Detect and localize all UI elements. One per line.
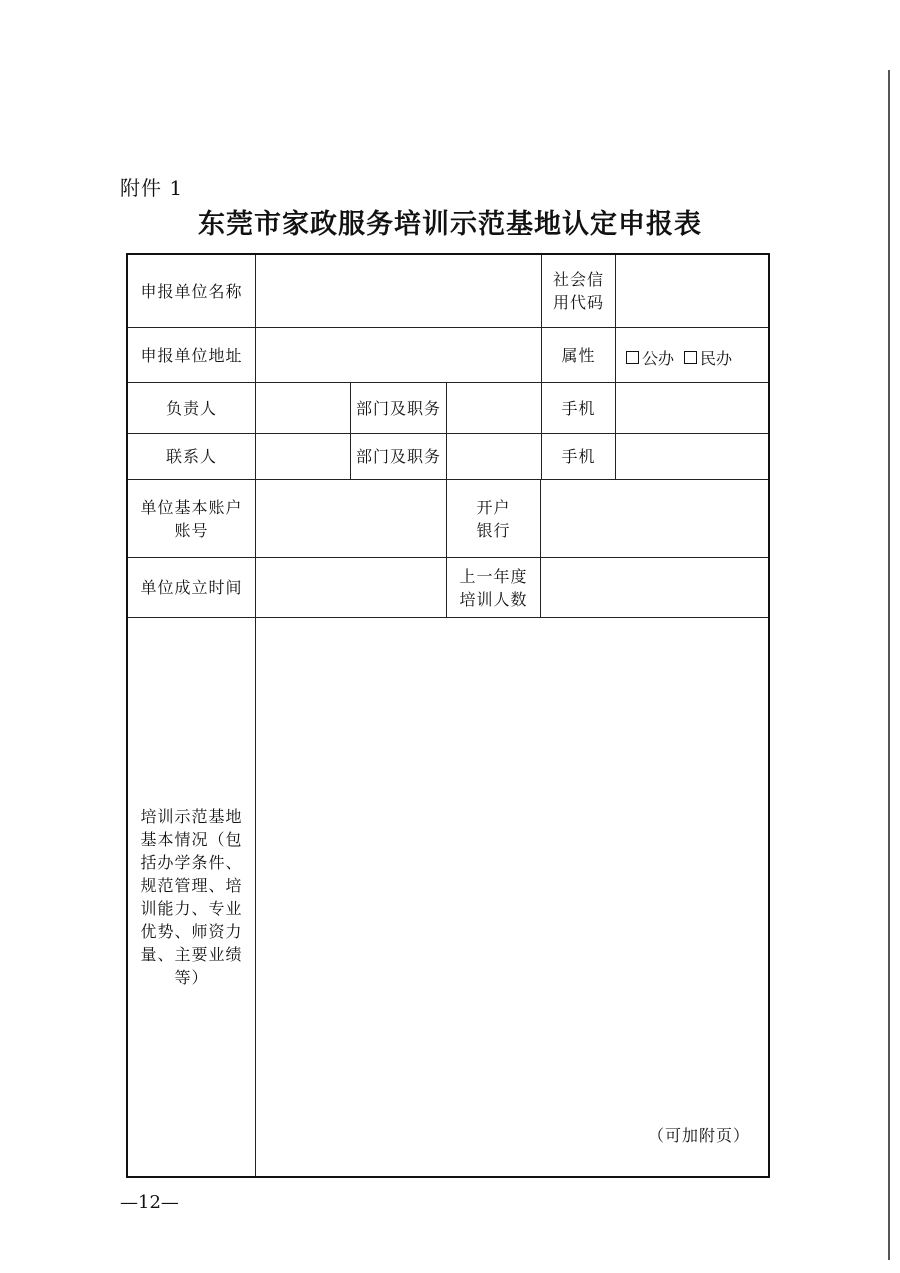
bank-field[interactable]	[541, 480, 768, 557]
attach-pages-note: （可加附页）	[648, 1126, 751, 1145]
principal-mobile-label: 手机	[561, 398, 596, 418]
unit-address-field[interactable]	[256, 328, 541, 382]
principal-mobile-field[interactable]	[616, 383, 768, 433]
application-form-table	[126, 253, 770, 1178]
bank-label: 开户 银行	[476, 497, 511, 540]
base-info-label: 培训示范基地 基本情况（包 括办学条件、 规范管理、培 训能力、专业 优势、师资力 量、主要业绩 等）	[140, 807, 243, 987]
founding-date-label: 单位成立时间	[140, 578, 243, 597]
public-checkbox[interactable]	[626, 351, 639, 364]
attachment-label: 附件 1	[120, 176, 184, 200]
attribute-options	[626, 346, 732, 369]
principal-dept-label: 部门及职务	[355, 398, 441, 418]
founding-date-field[interactable]	[256, 558, 446, 617]
contact-dept-label: 部门及职务	[355, 447, 441, 466]
unit-name-label: 申报单位名称	[140, 281, 243, 301]
private-checkbox[interactable]	[684, 351, 697, 364]
principal-dept-field[interactable]	[447, 383, 541, 433]
contact-label: 联系人	[165, 447, 217, 466]
trainees-field[interactable]	[541, 558, 768, 617]
unit-address-label: 申报单位地址	[140, 345, 243, 365]
page-number: —12—	[120, 1192, 179, 1213]
form-title: 东莞市家政服务培训示范基地认定申报表	[198, 209, 702, 240]
contact-mobile-field[interactable]	[616, 434, 768, 479]
account-field[interactable]	[256, 480, 446, 557]
attribute-option-private[interactable]: 民办	[684, 346, 732, 369]
contact-mobile-label: 手机	[561, 447, 596, 466]
attribute-option-public[interactable]: 公办	[626, 346, 674, 369]
principal-label: 负责人	[165, 398, 217, 418]
contact-dept-field[interactable]	[447, 434, 541, 479]
account-label: 单位基本账户 账号	[140, 497, 243, 540]
unit-name-field[interactable]	[256, 255, 541, 327]
base-info-field[interactable]	[256, 618, 768, 1176]
contact-field[interactable]	[256, 434, 350, 479]
trainees-label: 上一年度 培训人数	[459, 566, 528, 609]
scan-edge-line	[888, 70, 890, 1260]
attribute-label: 属性	[561, 345, 596, 365]
credit-code-label: 社会信 用代码	[552, 270, 604, 312]
credit-code-field[interactable]	[616, 255, 768, 327]
principal-field[interactable]	[256, 383, 350, 433]
